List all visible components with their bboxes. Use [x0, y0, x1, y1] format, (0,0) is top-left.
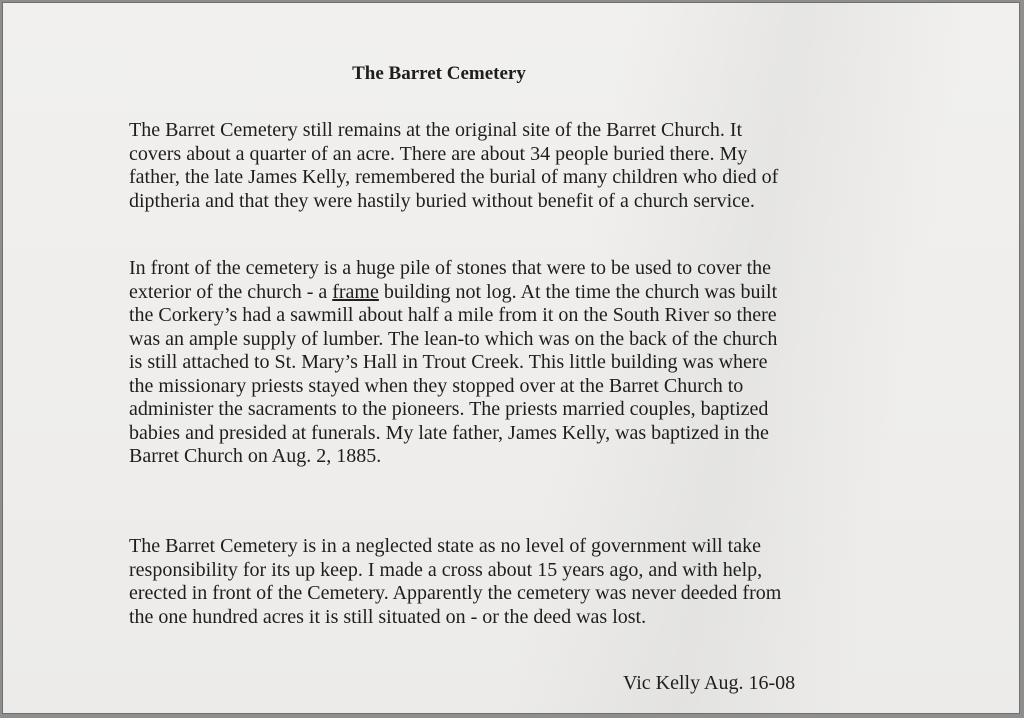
text-line: covers about a quarter of an acre. There are about 34 people buried there. My [129, 142, 748, 165]
text-line: is still attached to St. Mary’s Hall in Trout Creek. This little building was where [129, 351, 768, 373]
text-line [129, 281, 909, 305]
text-segment: exterior of the church - a [129, 280, 333, 303]
text-line: administer the sacraments to the pioneers. The priests married couples, baptized [129, 398, 769, 420]
text-line: the one hundred acres it is still situated on - or the deed was lost. [129, 605, 647, 628]
text-line: The Barret Cemetery still remains at the original site of the Barret Church. It [129, 119, 743, 141]
text-line: was an ample supply of lumber. The lean-to which was on the back of the church [129, 327, 778, 350]
text-line: the Corkery’s had a sawmill about half a mile from it on the South River so there [129, 304, 777, 326]
text-line: father, the late James Kelly, remembered the burial of many children who died of [129, 166, 779, 188]
text-segment: building not log. At the time the church was built [378, 280, 778, 303]
signature-line: Vic Kelly Aug. 16-08 [623, 672, 796, 694]
text-line: In front of the cemetery is a huge pile of stones that were to be used to cover the [129, 257, 772, 279]
text-line: diptheria and that they were hastily buried without benefit of a church service. [129, 189, 755, 212]
text-line: Barret Church on Aug. 2, 1885. [129, 445, 382, 467]
text-line: responsibility for its up keep. I made a cross about 15 years ago, and with help, [129, 558, 763, 581]
text-line: erected in front of the Cemetery. Apparently the cemetery was never deeded from [129, 582, 782, 604]
underlined-word: frame [332, 280, 379, 303]
document-page [2, 2, 1020, 714]
paragraph-neglect [129, 535, 909, 629]
text-line: babies and presided at funerals. My late father, James Kelly, was baptized in the [129, 421, 769, 444]
paragraph-site [129, 119, 909, 213]
text-line: the missionary priests stayed when they stopped over at the Barret Church to [129, 374, 744, 397]
paragraph-church-history [129, 257, 909, 469]
text-line: The Barret Cemetery is in a neglected state as no level of government will take [129, 535, 761, 557]
document-title: The Barret Cemetery [352, 63, 526, 84]
